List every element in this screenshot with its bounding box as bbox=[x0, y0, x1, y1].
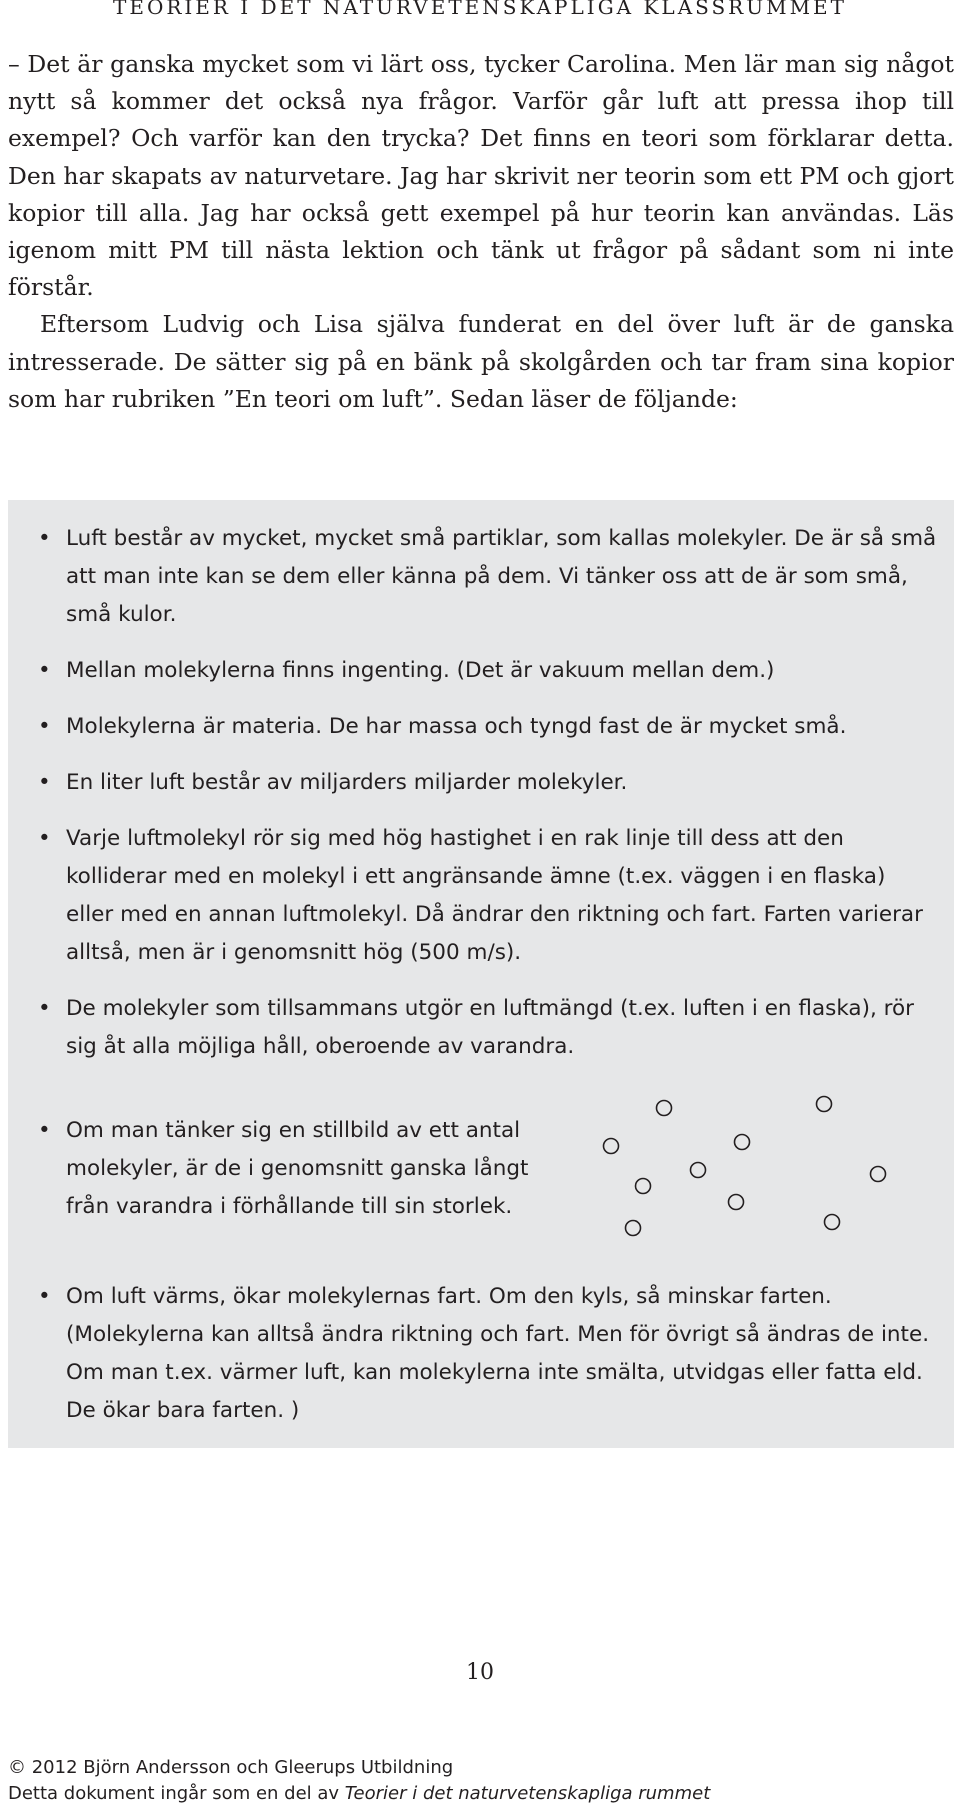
molecule-circle bbox=[729, 1195, 744, 1210]
bullet-item-motion bbox=[38, 820, 938, 972]
theory-box bbox=[8, 500, 954, 1448]
molecule-figure bbox=[588, 1080, 918, 1240]
molecule-circle bbox=[871, 1167, 886, 1182]
bullet-text: De molekyler som tillsammans utgör en luftmängd (t.ex. luften i en flaska), rör sig åt alla möjliga håll, oberoende av varandra. bbox=[66, 996, 914, 1059]
footer-book-title: Teorier i det naturvetenskapliga rummet bbox=[344, 1783, 711, 1804]
bullet-icon: • bbox=[38, 526, 51, 551]
bullet-text: Mellan molekylerna finns ingenting. (Det är vakuum mellan dem.) bbox=[66, 658, 775, 683]
bullet-item-vacuum bbox=[38, 652, 938, 690]
bullet-text: Om luft värms, ökar molekylernas fart. Om den kyls, så minskar farten. (Molekylerna kan alltså ändra riktning och fart. Men för övrigt så ändras de inte. Om man t.ex. värmer luft, kan molekylerna inte smälta, utvidgas eller fatta eld. De ökar bara farten. ) bbox=[66, 1284, 930, 1423]
bullet-text: Luft består av mycket, mycket små partiklar, som kallas molekyler. De är så små att man inte kan se dem eller känna på dem. Vi tänker oss att de är som små, små kulor. bbox=[66, 526, 937, 627]
bullet-icon: • bbox=[38, 1118, 51, 1143]
footer-prefix: Detta dokument ingår som en del av bbox=[8, 1783, 345, 1804]
bullet-item-heating bbox=[38, 1278, 946, 1430]
molecule-circle bbox=[691, 1163, 706, 1178]
molecule-circle bbox=[604, 1139, 619, 1154]
bullet-text: Varje luftmolekyl rör sig med hög hastighet i en rak linje till dess att den kolliderar med en molekyl i ett angränsande ämne (t.ex. väggen i en flaska) eller med en annan luftmolekyl. Då ändrar den riktning och fart. Farten varierar alltså, men är i genomsnitt hög (500 m/s). bbox=[66, 826, 923, 965]
paragraph-1: – Det är ganska mycket som vi lärt oss, tycker Carolina. Men lär man sig något nytt så kommer det också nya frågor. Varför går luft att pressa ihop till exempel? Och varför kan den trycka? Det finns en teori som förklarar detta. Den har skapats av naturvetare. Jag har skrivit ner teorin som ett PM och gjort kopior till alla. Jag har också gett exempel på hur teorin kan användas. Läs igenom mitt PM till nästa lektion och tänk ut frågor på sådant som ni inte förstår. bbox=[8, 50, 954, 302]
molecule-circle bbox=[735, 1135, 750, 1150]
footer bbox=[8, 1755, 954, 1807]
molecule-circle bbox=[626, 1221, 641, 1236]
bullet-icon: • bbox=[38, 826, 51, 851]
bullet-item-matter bbox=[38, 708, 938, 746]
paragraph-2: Eftersom Ludvig och Lisa själva funderat en del över luft är de ganska intresserade. De sätter sig på en bänk på skolgården och tar fram sina kopior som har rubriken ”En teori om luft”. Sedan läser de följande: bbox=[8, 310, 954, 413]
bullet-icon: • bbox=[38, 1284, 51, 1309]
running-header bbox=[0, 0, 960, 24]
bullet-text: Om man tänker sig en stillbild av ett antal molekyler, är de i genomsnitt ganska långt från varandra i förhållande till sin storlek. bbox=[66, 1118, 529, 1219]
page-number: 10 bbox=[466, 1660, 494, 1685]
bullet-item-molecules bbox=[38, 520, 938, 634]
theory-bullet-list bbox=[38, 520, 938, 1448]
bullet-icon: • bbox=[38, 770, 51, 795]
molecule-diagram bbox=[588, 1080, 918, 1240]
footer-document-note bbox=[8, 1781, 954, 1807]
bullet-text: En liter luft består av miljarders miljarder molekyler. bbox=[66, 770, 628, 795]
bullet-icon: • bbox=[38, 658, 51, 683]
molecule-circle bbox=[657, 1101, 672, 1116]
bullet-item-snapshot bbox=[38, 1112, 566, 1226]
bullet-icon: • bbox=[38, 996, 51, 1021]
molecule-circle bbox=[636, 1179, 651, 1194]
molecule-circle bbox=[817, 1097, 832, 1112]
running-header-title: TEORIER I DET NATURVETENSKAPLIGA KLASSRUMMET bbox=[113, 0, 847, 19]
molecule-circle bbox=[825, 1215, 840, 1230]
body-text bbox=[8, 46, 954, 418]
bullet-text: Molekylerna är materia. De har massa och tyngd fast de är mycket små. bbox=[66, 714, 847, 739]
bullet-item-liter bbox=[38, 764, 938, 802]
bullet-item-directions bbox=[38, 990, 938, 1066]
footer-copyright: © 2012 Björn Andersson och Gleerups Utbildning bbox=[8, 1757, 454, 1778]
bullet-icon: • bbox=[38, 714, 51, 739]
